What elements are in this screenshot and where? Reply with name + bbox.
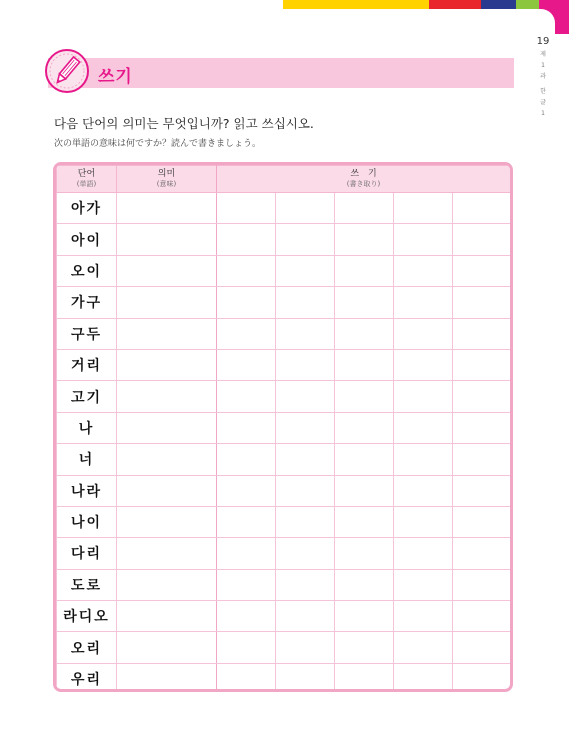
writing-practice-cell[interactable] xyxy=(394,601,453,632)
writing-practice-cell[interactable] xyxy=(335,412,394,443)
header-writing xyxy=(217,166,511,193)
writing-practice-cell[interactable] xyxy=(276,381,335,412)
writing-practice-cell[interactable] xyxy=(453,538,511,569)
pencil-icon xyxy=(44,48,90,94)
writing-practice-cell[interactable] xyxy=(217,255,276,286)
writing-practice-cell[interactable] xyxy=(335,601,394,632)
writing-practice-cell[interactable] xyxy=(394,632,453,663)
writing-practice-cell[interactable] xyxy=(217,349,276,380)
writing-practice-cell[interactable] xyxy=(276,255,335,286)
word-cell: 라디오 xyxy=(57,601,117,632)
writing-practice-cell[interactable] xyxy=(217,475,276,506)
word-cell: 오이 xyxy=(57,255,117,286)
writing-practice-cell[interactable] xyxy=(276,287,335,318)
side-text-char: 글 xyxy=(540,99,546,106)
header-meaning-sub: (意味) xyxy=(156,180,177,188)
writing-practice-cell[interactable] xyxy=(453,193,511,224)
writing-practice-cell[interactable] xyxy=(453,506,511,537)
section-title: 쓰기 xyxy=(98,67,133,87)
writing-practice-cell[interactable] xyxy=(335,538,394,569)
writing-practice-cell[interactable] xyxy=(453,381,511,412)
writing-practice-cell[interactable] xyxy=(217,381,276,412)
writing-practice-cell[interactable] xyxy=(276,475,335,506)
writing-practice-cell[interactable] xyxy=(394,287,453,318)
table-row xyxy=(57,255,511,286)
writing-practice-cell[interactable] xyxy=(276,601,335,632)
writing-practice-cell[interactable] xyxy=(217,224,276,255)
writing-practice-cell[interactable] xyxy=(453,601,511,632)
table-row xyxy=(57,287,511,318)
meaning-cell[interactable] xyxy=(117,475,217,506)
table-row xyxy=(57,538,511,569)
meaning-cell[interactable] xyxy=(117,381,217,412)
table-row xyxy=(57,663,511,692)
header-meaning xyxy=(117,166,217,193)
meaning-cell[interactable] xyxy=(117,506,217,537)
color-bar-red xyxy=(429,0,481,9)
page-number: 19 xyxy=(536,36,550,47)
writing-practice-cell[interactable] xyxy=(276,632,335,663)
writing-practice-cell[interactable] xyxy=(394,506,453,537)
writing-worksheet-table xyxy=(53,162,513,692)
writing-practice-cell[interactable] xyxy=(453,287,511,318)
writing-practice-cell[interactable] xyxy=(276,224,335,255)
meaning-cell[interactable] xyxy=(117,193,217,224)
writing-practice-cell[interactable] xyxy=(335,193,394,224)
word-cell: 다리 xyxy=(57,538,117,569)
writing-practice-cell[interactable] xyxy=(335,381,394,412)
side-text-char: 1 xyxy=(541,62,545,69)
writing-practice-cell[interactable] xyxy=(453,444,511,475)
table-row xyxy=(57,193,511,224)
color-bar-green xyxy=(516,0,539,9)
meaning-cell[interactable] xyxy=(117,632,217,663)
writing-practice-cell[interactable] xyxy=(394,224,453,255)
writing-practice-cell[interactable] xyxy=(276,412,335,443)
writing-practice-cell[interactable] xyxy=(335,632,394,663)
writing-practice-cell[interactable] xyxy=(394,444,453,475)
meaning-cell[interactable] xyxy=(117,601,217,632)
writing-practice-cell[interactable] xyxy=(453,255,511,286)
writing-practice-cell[interactable] xyxy=(335,569,394,600)
table-header-row xyxy=(57,166,511,193)
meaning-cell[interactable] xyxy=(117,569,217,600)
side-text-char: 한 xyxy=(540,88,546,95)
meaning-cell[interactable] xyxy=(117,444,217,475)
table-row xyxy=(57,506,511,537)
word-cell: 가구 xyxy=(57,287,117,318)
meaning-cell[interactable] xyxy=(117,224,217,255)
meaning-cell[interactable] xyxy=(117,538,217,569)
word-cell: 나 xyxy=(57,412,117,443)
writing-practice-cell[interactable] xyxy=(335,475,394,506)
writing-practice-cell[interactable] xyxy=(394,255,453,286)
writing-practice-cell[interactable] xyxy=(394,193,453,224)
meaning-cell[interactable] xyxy=(117,412,217,443)
writing-practice-cell[interactable] xyxy=(394,569,453,600)
table-row xyxy=(57,569,511,600)
instruction-korean: 다음 단어의 의미는 무엇입니까? 읽고 쓰십시오. xyxy=(54,116,314,131)
word-cell: 구두 xyxy=(57,318,117,349)
writing-practice-cell[interactable] xyxy=(276,663,335,692)
side-text-char: 제 xyxy=(540,51,546,58)
word-cell: 나라 xyxy=(57,475,117,506)
table-row xyxy=(57,601,511,632)
writing-practice-cell[interactable] xyxy=(217,412,276,443)
writing-practice-cell[interactable] xyxy=(335,224,394,255)
writing-practice-cell[interactable] xyxy=(335,349,394,380)
writing-practice-cell[interactable] xyxy=(276,349,335,380)
writing-practice-cell[interactable] xyxy=(453,349,511,380)
writing-practice-cell[interactable] xyxy=(453,663,511,692)
side-chapter-label xyxy=(535,36,551,119)
writing-practice-cell[interactable] xyxy=(217,318,276,349)
writing-practice-cell[interactable] xyxy=(335,663,394,692)
writing-practice-cell[interactable] xyxy=(394,412,453,443)
writing-practice-cell[interactable] xyxy=(335,318,394,349)
color-bar-yellow xyxy=(283,0,429,9)
writing-practice-cell[interactable] xyxy=(276,193,335,224)
writing-practice-cell[interactable] xyxy=(276,444,335,475)
meaning-cell[interactable] xyxy=(117,287,217,318)
writing-practice-cell[interactable] xyxy=(394,475,453,506)
writing-practice-cell[interactable] xyxy=(335,506,394,537)
header-word-sub: (単語) xyxy=(76,180,97,188)
writing-practice-cell[interactable] xyxy=(217,506,276,537)
meaning-cell[interactable] xyxy=(117,318,217,349)
header-meaning-label: 의미 xyxy=(157,169,176,179)
writing-practice-cell[interactable] xyxy=(276,569,335,600)
writing-practice-cell[interactable] xyxy=(394,349,453,380)
instruction-japanese: 次の単語の意味は何ですか？読んで書きましょう。 xyxy=(54,139,262,149)
writing-practice-cell[interactable] xyxy=(276,538,335,569)
word-cell: 고기 xyxy=(57,381,117,412)
word-cell: 나이 xyxy=(57,506,117,537)
table-row xyxy=(57,349,511,380)
writing-practice-cell[interactable] xyxy=(217,444,276,475)
writing-practice-cell[interactable] xyxy=(276,318,335,349)
writing-practice-cell[interactable] xyxy=(217,601,276,632)
word-cell: 아이 xyxy=(57,224,117,255)
word-cell: 우리 xyxy=(57,663,117,692)
writing-practice-cell[interactable] xyxy=(217,569,276,600)
side-text-char: 과 xyxy=(540,73,546,80)
word-cell: 아가 xyxy=(57,193,117,224)
table-row xyxy=(57,632,511,663)
table-row xyxy=(57,224,511,255)
meaning-cell[interactable] xyxy=(117,663,217,692)
writing-practice-cell[interactable] xyxy=(217,287,276,318)
header-writing-label: 쓰 기 xyxy=(350,169,377,179)
table-row xyxy=(57,475,511,506)
table-row xyxy=(57,381,511,412)
writing-practice-cell[interactable] xyxy=(394,381,453,412)
header-writing-sub: (書き取り) xyxy=(346,180,381,188)
writing-practice-cell[interactable] xyxy=(453,475,511,506)
writing-practice-cell[interactable] xyxy=(453,632,511,663)
writing-practice-cell[interactable] xyxy=(335,255,394,286)
word-cell: 너 xyxy=(57,444,117,475)
writing-practice-cell[interactable] xyxy=(217,193,276,224)
writing-practice-cell[interactable] xyxy=(394,538,453,569)
writing-practice-cell[interactable] xyxy=(453,569,511,600)
header-word xyxy=(57,166,117,193)
word-cell: 거리 xyxy=(57,349,117,380)
table-row xyxy=(57,412,511,443)
meaning-cell[interactable] xyxy=(117,255,217,286)
meaning-cell[interactable] xyxy=(117,349,217,380)
table-row xyxy=(57,444,511,475)
writing-practice-cell[interactable] xyxy=(394,663,453,692)
color-bar-navy xyxy=(481,0,516,9)
writing-practice-cell[interactable] xyxy=(217,538,276,569)
side-text-char: 1 xyxy=(541,110,545,117)
word-cell: 도로 xyxy=(57,569,117,600)
header-word-label: 단어 xyxy=(77,169,96,179)
writing-practice-cell[interactable] xyxy=(453,318,511,349)
writing-practice-cell[interactable] xyxy=(217,632,276,663)
writing-practice-cell[interactable] xyxy=(335,444,394,475)
writing-practice-cell[interactable] xyxy=(276,506,335,537)
writing-practice-cell[interactable] xyxy=(394,318,453,349)
writing-practice-cell[interactable] xyxy=(217,663,276,692)
word-cell: 오리 xyxy=(57,632,117,663)
writing-practice-cell[interactable] xyxy=(453,412,511,443)
table-row xyxy=(57,318,511,349)
writing-practice-cell[interactable] xyxy=(453,224,511,255)
writing-practice-cell[interactable] xyxy=(335,287,394,318)
